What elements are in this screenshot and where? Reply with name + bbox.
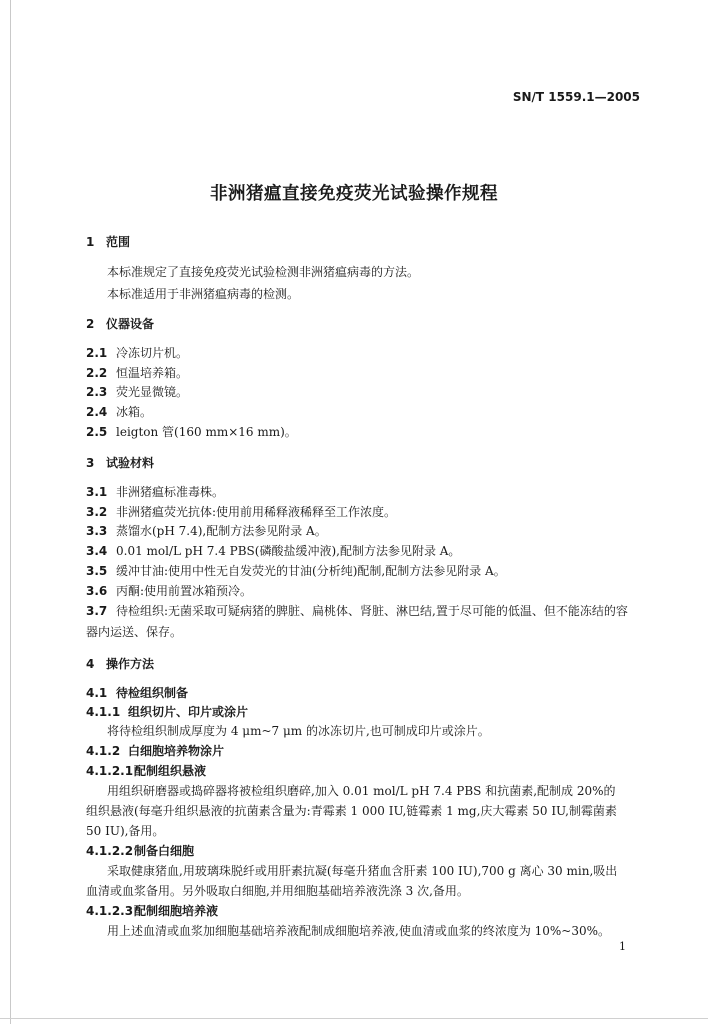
- subsection-4-1-1-paragraph: 将待检组织制成厚度为 4 μm~7 μm 的冰冻切片,也可制成印片或涂片。: [107, 724, 490, 738]
- section-3-heading: 3 试验材料: [86, 456, 155, 470]
- scan-edge-bottom: [0, 1018, 708, 1019]
- list-item-2-3: 2.3 荧光显微镜。: [86, 385, 189, 399]
- subsection-4-1-2-1-line-3: 50 IU),备用。: [86, 824, 165, 838]
- section-1-paragraph-1: 本标准规定了直接免疫荧光试验检测非洲猪瘟病毒的方法。: [107, 265, 420, 279]
- list-item-3-7: 3.7 待检组织:无菌采取可疑病猪的脾脏、扁桃体、肾脏、淋巴结,置于尽可能的低温、但不能冻结的容: [86, 604, 628, 618]
- list-item-2-5: 2.5 leigton 管(160 mm×16 mm)。: [86, 425, 297, 439]
- scan-edge-left: [10, 0, 11, 1024]
- subsection-4-1-2-2-line-2: 血清或血浆备用。另外吸取白细胞,并用细胞基础培养液洗涤 3 次,备用。: [86, 884, 469, 898]
- subsection-4-1-2-2-line-1: 采取健康猪血,用玻璃珠脱纤或用肝素抗凝(每毫升猪血含肝素 100 IU),700 g 离心 30 min,吸出: [107, 864, 618, 878]
- subsection-4-1-2-1-heading: 4.1.2.1配制组织悬液: [86, 764, 207, 778]
- section-1-heading: 1 范围: [86, 235, 131, 249]
- subsection-4-1-2-heading: 4.1.2 白细胞培养物涂片: [86, 744, 225, 758]
- standard-code: SN/T 1559.1—2005: [512, 90, 640, 104]
- list-item-3-1: 3.1 非洲猪瘟标准毒株。: [86, 485, 225, 499]
- subsection-4-1-2-3-heading: 4.1.2.3配制细胞培养液: [86, 904, 219, 918]
- subsection-4-1-2-1-line-1: 用组织研磨器或捣碎器将被检组织磨碎,加入 0.01 mol/L pH 7.4 PBS 和抗菌素,配制成 20%的: [107, 784, 616, 798]
- document-title: 非洲猪瘟直接免疫荧光试验操作规程: [210, 184, 498, 204]
- list-item-3-5: 3.5 缓冲甘油:使用中性无自发荧光的甘油(分析纯)配制,配制方法参见附录 A。: [86, 564, 506, 578]
- section-2-heading: 2 仪器设备: [86, 317, 155, 331]
- section-1-paragraph-2: 本标准适用于非洲猪瘟病毒的检测。: [107, 287, 300, 301]
- section-4-heading: 4 操作方法: [86, 657, 155, 671]
- subsection-4-1-2-3-line-1: 用上述血清或血浆加细胞基础培养液配制成细胞培养液,使血清或血浆的终浓度为 10%~30%。: [107, 924, 611, 938]
- list-item-2-1: 2.1 冷冻切片机。: [86, 346, 189, 360]
- list-item-3-3: 3.3 蒸馏水(pH 7.4),配制方法参见附录 A。: [86, 524, 327, 538]
- list-item-3-4: 3.4 0.01 mol/L pH 7.4 PBS(磷酸盐缓冲液),配制方法参见附录 A。: [86, 544, 461, 558]
- list-item-3-7-continued: 器内运送、保存。: [86, 625, 183, 639]
- subsection-4-1-heading: 4.1 待检组织制备: [86, 686, 189, 700]
- list-item-2-2: 2.2 恒温培养箱。: [86, 366, 189, 380]
- list-item-3-2: 3.2 非洲猪瘟荧光抗体:使用前用稀释液稀释至工作浓度。: [86, 505, 397, 519]
- list-item-2-4: 2.4 冰箱。: [86, 405, 153, 419]
- subsection-4-1-2-1-line-2: 组织悬液(每毫升组织悬液的抗菌素含量为:青霉素 1 000 IU,链霉素 1 mg,庆大霉素 50 IU,制霉菌素: [86, 804, 617, 818]
- list-item-3-6: 3.6 丙酮:使用前置冰箱预冷。: [86, 584, 253, 598]
- subsection-4-1-1-heading: 4.1.1 组织切片、印片或涂片: [86, 705, 249, 719]
- page-number: 1: [619, 940, 626, 953]
- subsection-4-1-2-2-heading: 4.1.2.2制备白细胞: [86, 844, 195, 858]
